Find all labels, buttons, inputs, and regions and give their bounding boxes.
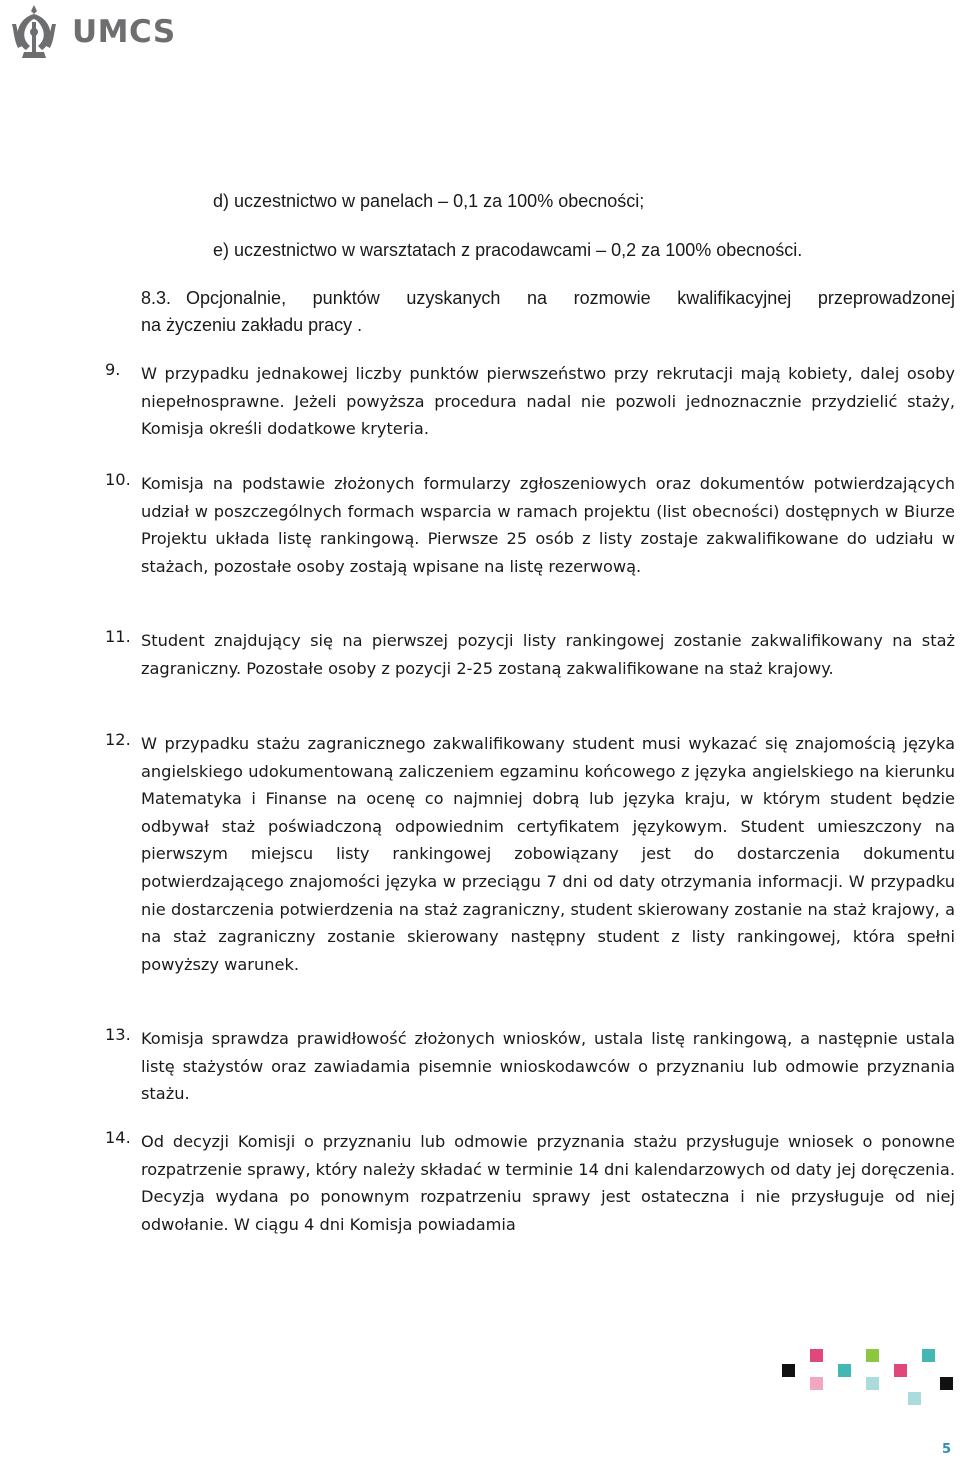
- item-8-3-line-2: na życzeniu zakładu pracy .: [141, 315, 363, 335]
- square-black-icon: [940, 1377, 953, 1390]
- item-number: 13.: [105, 1025, 131, 1044]
- page-number: 5: [942, 1442, 952, 1457]
- item-number: 12.: [105, 730, 131, 749]
- sub-item-d: d) uczestnictwo w panelach – 0,1 za 100% obecności;: [213, 191, 645, 211]
- item-text: Komisja na podstawie złożonych formularzy zgłoszeniowych oraz dokumentów potwierdzających udział w poszczególnych formach wsparcia w ramach projektu (list obecności) dostępnych w Biurze Projektu układa listę rankingową. Pierwsze 25 osób z listy zostaje zakwalifikowane do udziału w stażach, pozostałe osoby zostają wpisane na listę rezerwową.: [141, 474, 955, 576]
- square-light-pink-icon: [810, 1377, 823, 1390]
- logo-text: UMCS: [72, 14, 176, 50]
- item-text: W przypadku stażu zagranicznego zakwalifikowany student musi wykazać się znajomością języka angielskiego udokumentowaną zaliczeniem egzaminu końcowego z języka angielskiego na kierunku Matematyka i Finanse na ocenę co najmniej dobrą lub języka kraju, w którym student będzie odbywał staż poświadczoną odpowiednim certyfikatem językowym. Student umieszczony na pierwszym miejscu listy rankingowej zobowiązany jest do dostarczenia dokumentu potwierdzającego znajomości języka w przeciągu 7 dni od daty otrzymania informacji. W przypadku nie dostarczenia potwierdzenia na staż zagraniczny, student skierowany zostanie na staż krajowy, a na staż zagraniczny zostanie skierowany następny student z listy rankingowej, która spełni powyższy warunek.: [141, 734, 955, 974]
- item-text: W przypadku jednakowej liczby punktów pierwszeństwo przy rekrutacji mają kobiety, dalej osoby niepełnosprawne. Jeżeli powyższa procedura nadal nie pozwoli jednoznacznie przydzielić staży, Komisja określi dodatkowe kryteria.: [141, 364, 955, 439]
- item-8-3-line-1: Opcjonalnie, punktów uzyskanych na rozmowie kwalifikacyjnej przeprowadzonej: [186, 288, 955, 308]
- sub-item-e: e) uczestnictwo w warsztatach z pracodawcami – 0,2 za 100% obecności.: [213, 240, 803, 260]
- item-text: Student znajdujący się na pierwszej pozycji listy rankingowej zostanie zakwalifikowany na staż zagraniczny. Pozostałe osoby z pozycji 2-25 zostaną zakwalifikowane na staż krajowy.: [141, 631, 955, 678]
- item-number: 9.: [105, 360, 121, 379]
- umcs-emblem-icon: [4, 2, 64, 62]
- umcs-logo: [4, 2, 176, 62]
- item-text: Komisja sprawdza prawidłowość złożonych wniosków, ustala listę rankingową, a następnie ustala listę stażystów oraz zawiadamia pisemnie wnioskodawców o przyznaniu lub odmowie przyznania stażu.: [141, 1029, 955, 1104]
- square-teal-icon: [922, 1349, 935, 1362]
- square-teal-icon: [838, 1364, 851, 1377]
- square-black-icon: [782, 1364, 795, 1377]
- square-light-teal-icon: [908, 1392, 921, 1405]
- item-8-3-number: 8.3.: [141, 288, 172, 308]
- square-pink-icon: [810, 1349, 823, 1362]
- square-green-icon: [866, 1349, 879, 1362]
- square-pink-icon: [894, 1364, 907, 1377]
- item-number: 10.: [105, 470, 131, 489]
- item-number: 14.: [105, 1128, 131, 1147]
- item-number: 11.: [105, 627, 131, 646]
- item-text: Od decyzji Komisji o przyznaniu lub odmowie przyznania stażu przysługuje wniosek o ponowne rozpatrzenie sprawy, który należy składać w terminie 14 dni kalendarzowych od daty jej doręczenia. Decyzja wydana po ponownym rozpatrzeniu sprawy jest ostateczna i nie przysługuje od niej odwołanie. W ciągu 4 dni Komisja powiadamia: [141, 1132, 955, 1234]
- square-light-teal-icon: [866, 1377, 879, 1390]
